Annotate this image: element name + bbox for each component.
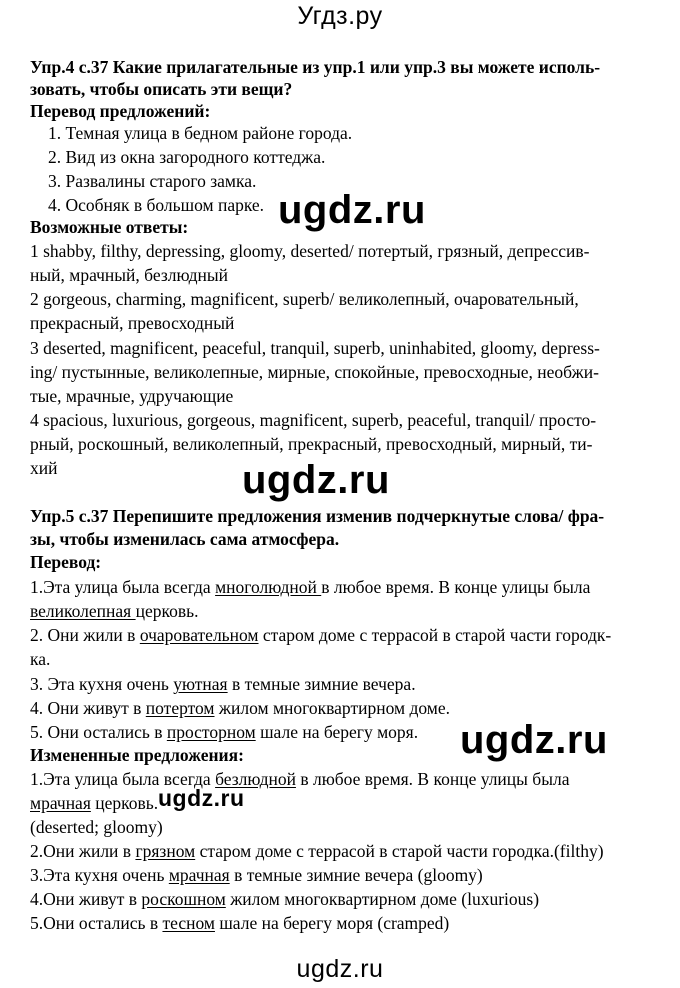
ex5-translation-1a: 1.Эта улица была всегда многолюдной в любое время. В конце улицы была (30, 577, 591, 597)
ex5-changed-4: 4.Они живут в роскошном жилом многоквартирном доме (luxurious) (30, 889, 540, 909)
ex5-translation-label: Перевод: (30, 552, 102, 572)
site-title: Угдз.ру (297, 2, 383, 30)
ex5-changed-1c: (deserted; gloomy) (30, 817, 163, 837)
ex5-changed-1a: 1.Эта улица была всегда безлюдной в любое время. В конце улицы была (30, 769, 570, 789)
ex4-answer-line: 2 gorgeous, charming, magnificent, superb/ великолепный, очаровательный, (30, 289, 579, 309)
ex5-translation-2: 2. Они жили в очаровательном старом доме с террасой в старой части городк- (30, 625, 612, 645)
ex5-translation-2b: ка. (30, 649, 51, 669)
ex4-answer-line: хий (30, 458, 58, 478)
underlined-word: очаровательном (139, 625, 259, 645)
watermark-logo: ugdz.ru (278, 188, 426, 232)
underlined-word: многолюдной (215, 577, 322, 597)
underlined-word: уютная (173, 674, 228, 694)
ex4-answer-line: тые, мрачные, удручающие (30, 386, 234, 406)
ex5-translation-5: 5. Они остались в просторном шале на берегу моря. (30, 722, 419, 742)
underlined-word: мрачная (30, 793, 91, 813)
underlined-word: потертом (145, 698, 215, 718)
ex4-answer-line: рный, роскошный, великолепный, прекрасный, превосходный, мирный, ти- (30, 434, 593, 454)
ex4-heading-line1: Упр.4 с.37 Какие прилагательные из упр.1 или упр.3 вы можете исполь- (30, 57, 601, 77)
ex5-translation-4: 4. Они живут в потертом жилом многоквартирном доме. (30, 698, 450, 718)
underlined-word: просторном (166, 722, 256, 742)
ex5-translation-3: 3. Эта кухня очень уютная в темные зимние вечера. (30, 674, 416, 694)
ex4-answer-line: ing/ пустынные, великолепные, мирные, спокойные, превосходные, необжи- (30, 362, 599, 382)
ex5-heading-line2: зы, чтобы изменилась сама атмосфера. (30, 529, 340, 549)
ex5-changed-1b: мрачная церковь. (30, 793, 159, 813)
ex4-answers-label: Возможные ответы: (30, 217, 189, 237)
ex5-changed-3: 3.Эта кухня очень мрачная в темные зимние вечера (gloomy) (30, 865, 483, 885)
watermark-footer: ugdz.ru (296, 955, 384, 983)
ex4-item-2: 2. Вид из окна загородного коттеджа. (48, 147, 326, 167)
ex5-changed-2: 2.Они жили в грязном старом доме с террасой в старой части городка.(filthy) (30, 841, 604, 861)
watermark-logo: ugdz.ru (460, 718, 608, 762)
ex5-heading-line1: Упр.5 с.37 Перепишите предложения изменив подчеркнутые слова/ фра- (30, 506, 605, 526)
underlined-word: грязном (135, 841, 196, 861)
underlined-word: великолепная (30, 601, 136, 621)
underlined-word: тесном (162, 913, 215, 933)
watermark-logo: ugdz.ru (242, 458, 390, 502)
ex4-item-1: 1. Темная улица в бедном районе города. (48, 123, 353, 143)
ex5-translation-1b: великолепная церковь. (30, 601, 199, 621)
ex5-changed-label: Измененные предложения: (30, 745, 244, 765)
ex4-item-3: 3. Развалины старого замка. (48, 171, 257, 191)
ex4-answer-line: прекрасный, превосходный (30, 313, 235, 333)
underlined-word: роскошном (141, 889, 226, 909)
ex4-answer-line: ный, мрачный, безлюдный (30, 265, 229, 285)
underlined-word: мрачная (168, 865, 230, 885)
ex4-answer-line: 4 spacious, luxurious, gorgeous, magnificent, superb, peaceful, tranquil/ просто- (30, 410, 597, 430)
ex4-translation-label: Перевод предложений: (30, 101, 211, 121)
ex5-changed-5: 5.Они остались в тесном шале на берегу моря (cramped) (30, 913, 450, 933)
watermark-logo: ugdz.ru (158, 785, 245, 811)
ex4-heading-line2: зовать, чтобы описать эти вещи? (30, 79, 293, 99)
ex4-answer-line: 3 deserted, magnificent, peaceful, tranquil, superb, uninhabited, gloomy, depress- (30, 338, 600, 358)
ex4-answer-line: 1 shabby, filthy, depressing, gloomy, deserted/ потертый, грязный, депрессив- (30, 241, 590, 261)
underlined-word: безлюдной (215, 769, 296, 789)
ex4-item-4: 4. Особняк в большом парке. (48, 195, 265, 215)
